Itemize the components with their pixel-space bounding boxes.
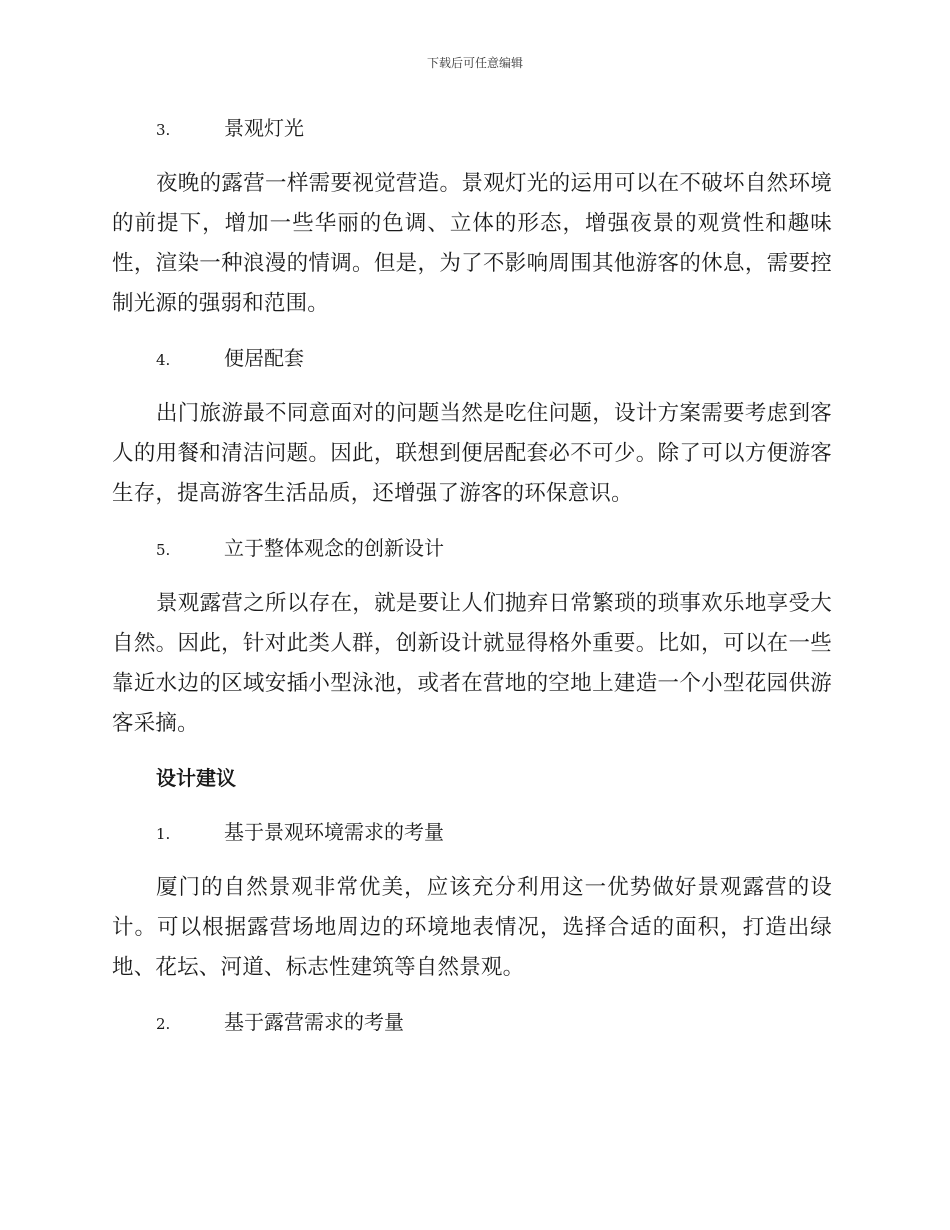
section-heading-4 bbox=[112, 338, 832, 378]
design-suggestions-heading: 设计建议 bbox=[156, 766, 236, 790]
section-heading-3 bbox=[112, 108, 832, 148]
page-header: 下载后可任意编辑 bbox=[426, 56, 523, 70]
section-title: 基于露营需求的考量 bbox=[224, 1010, 404, 1034]
suggestion-heading-1 bbox=[112, 812, 832, 852]
paragraph-facilities: 出门旅游最不同意面对的问题当然是吃住问题，设计方案需要考虑到客人的用餐和清洁问题。因此，联想到便居配套必不可少。除了可以方便游客生存，提高游客生活品质，还增强了游客的环保意识。 bbox=[112, 401, 832, 506]
section-number: 1. bbox=[156, 825, 171, 843]
paragraph-landscape-lighting: 夜晚的露营一样需要视觉营造。景观灯光的运用可以在不破坏自然环境的前提下，增加一些华丽的色调、立体的形态，增强夜景的观赏性和趣味性，渲染一种浪漫的情调。但是，为了不影响周围其他游客的休息，需要控制光源的强弱和范围。 bbox=[112, 171, 832, 316]
paragraph-landscape-environment: 厦门的自然景观非常优美，应该充分利用这一优势做好景观露营的设计。可以根据露营场地周边的环境地表情况，选择合适的面积，打造出绿地、花坛、河道、标志性建筑等自然景观。 bbox=[112, 875, 832, 980]
section-title: 基于景观环境需求的考量 bbox=[224, 820, 444, 844]
section-title: 便居配套 bbox=[224, 346, 304, 370]
section-number: 2. bbox=[156, 1015, 171, 1033]
section-number: 3. bbox=[156, 121, 171, 139]
document-body bbox=[112, 108, 832, 1058]
section-title: 立于整体观念的创新设计 bbox=[224, 536, 444, 560]
section-number: 5. bbox=[156, 541, 171, 559]
paragraph-innovative-design: 景观露营之所以存在，就是要让人们抛弃日常繁琐的琐事欢乐地享受大自然。因此，针对此类人群，创新设计就显得格外重要。比如，可以在一些靠近水边的区域安插小型泳池，或者在营地的空地上建造一个小型花园供游客采摘。 bbox=[112, 591, 832, 736]
section-number: 4. bbox=[156, 351, 171, 369]
section-title: 景观灯光 bbox=[224, 116, 304, 140]
section-heading-5 bbox=[112, 528, 832, 568]
suggestion-heading-2 bbox=[112, 1002, 832, 1042]
